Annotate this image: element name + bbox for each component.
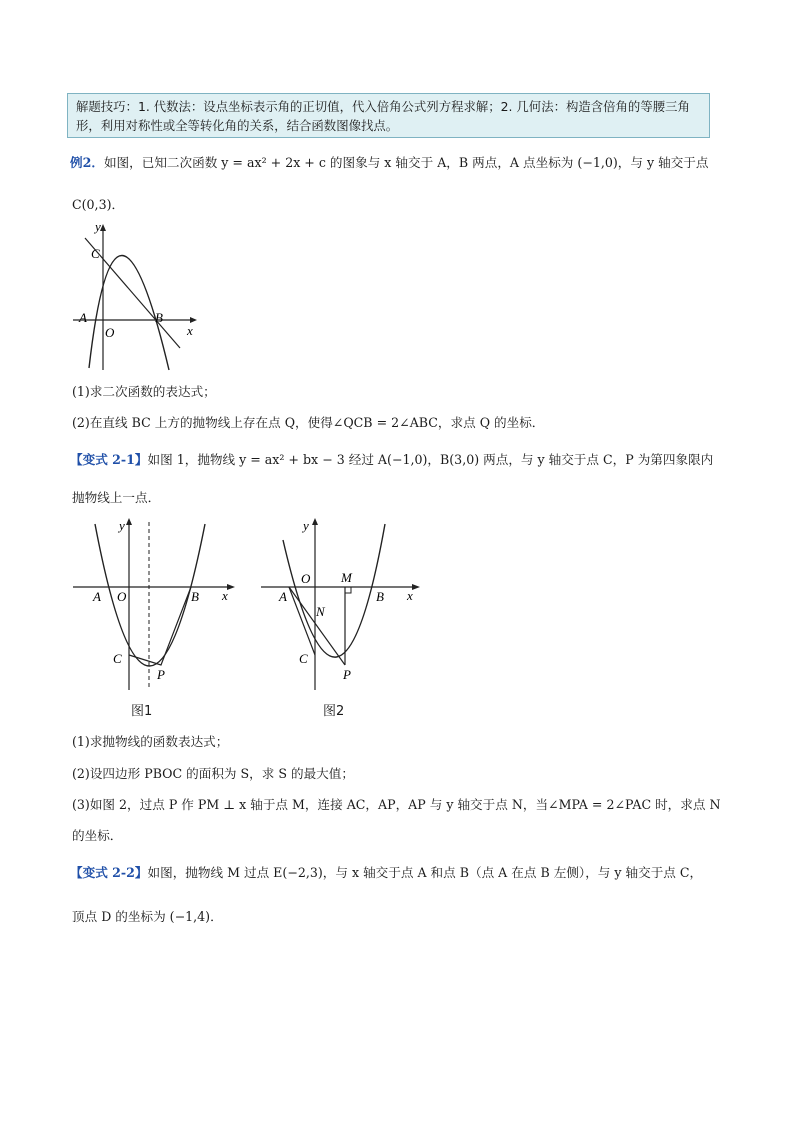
example-2-line-1 — [70, 154, 708, 172]
variant-2-1-line-1 — [70, 451, 713, 469]
point-m-label: M — [341, 570, 352, 585]
tip-box — [67, 93, 710, 138]
point-a-label: A — [93, 589, 101, 604]
origin-label: O — [105, 325, 115, 340]
origin-label: O — [301, 571, 311, 586]
point-p-label: P — [157, 667, 165, 682]
variant-2-1-text-1: 如图 1，抛物线 y = ax² + bx − 3 经过 A(−1,0)，B(3,0) 两点，与 y 轴交于点 C，P 为第四象限内 — [147, 452, 714, 467]
example-2-question-2: (2)在直线 BC 上方的抛物线上存在点 Q，使得∠QCB = 2∠ABC，求点 Q 的坐标． — [72, 415, 545, 430]
point-b-label: B — [155, 310, 163, 325]
y-label: y — [119, 518, 125, 533]
variant-2-1-question-1: (1)求抛物线的函数表达式； — [72, 734, 229, 749]
example-2-figure — [65, 218, 200, 378]
segment-ac — [289, 587, 315, 655]
variant-2-2-line-1 — [70, 864, 702, 882]
point-a-label: A — [79, 310, 87, 325]
variant-2-1-figure-2 — [255, 512, 430, 722]
y-label: y — [303, 518, 309, 533]
variant-2-1-question-3: (3)如图 2，过点 P 作 PM ⊥ x 轴于点 M，连接 AC，AP，AP 与 y 轴交于点 N，当∠MPA = 2∠PAC 时，求点 N — [72, 797, 721, 812]
point-p-label: P — [343, 667, 351, 682]
variant-2-1-question-2: (2)设四边形 PBOC 的面积为 S，求 S 的最大值； — [72, 766, 354, 781]
y-arrow-icon — [312, 518, 318, 525]
example-2-question-1: (1)求二次函数的表达式； — [72, 384, 216, 399]
example-2-text-1: 如图，已知二次函数 y = ax² + 2x + c 的图象与 x 轴交于 A，B 两点，A 点坐标为 (−1,0)，与 y 轴交于点 — [103, 155, 709, 170]
x-label: x — [407, 588, 413, 603]
point-b-label: B — [376, 589, 384, 604]
point-c-label: C — [299, 651, 308, 666]
x-arrow-icon — [412, 584, 420, 590]
point-c-label: C — [91, 246, 100, 261]
variant-2-1-figure-1 — [65, 512, 240, 722]
point-a-label: A — [279, 589, 287, 604]
y-arrow-icon — [126, 518, 132, 525]
parabola — [283, 524, 385, 657]
variant-2-1-line-2: 抛物线上一点． — [72, 490, 161, 505]
right-angle-mark — [345, 587, 351, 593]
point-n-label: N — [316, 604, 325, 619]
point-b-label: B — [191, 589, 199, 604]
point-c-label: C — [113, 651, 122, 666]
example-2-line-2: C(0,3)． — [72, 197, 125, 212]
figure-1-caption: 图1 — [131, 704, 153, 719]
x-arrow-icon — [227, 584, 235, 590]
origin-label: O — [117, 589, 127, 604]
variant-2-1-question-3-cont: 的坐标． — [72, 828, 123, 843]
variant-2-1-label: 【变式 2-1】 — [70, 452, 148, 467]
segment-ap — [289, 587, 345, 665]
variant-2-2-label: 【变式 2-2】 — [70, 865, 148, 880]
x-label: x — [222, 588, 228, 603]
tip-text: 解题技巧：1. 代数法：设点坐标表示角的正切值，代入倍角公式列方程求解；2. 几何法：构造含倍角的等腰三角形，利用对称性或全等转化角的关系，结合函数图像找点。 — [76, 99, 690, 133]
figure-2-caption: 图2 — [323, 704, 345, 719]
variant-2-2-line-2: 顶点 D 的坐标为 (−1,4)． — [72, 909, 223, 924]
x-label: x — [187, 323, 193, 338]
variant-2-2-text-1: 如图，抛物线 M 过点 E(−2,3)，与 x 轴交于点 A 和点 B（点 A 在点 B 左侧），与 y 轴交于点 C， — [147, 865, 703, 880]
y-arrow-icon — [100, 224, 106, 231]
example-2-label: 例2． — [70, 155, 104, 170]
y-label: y — [95, 219, 101, 234]
quadrilateral-edges — [129, 587, 191, 665]
